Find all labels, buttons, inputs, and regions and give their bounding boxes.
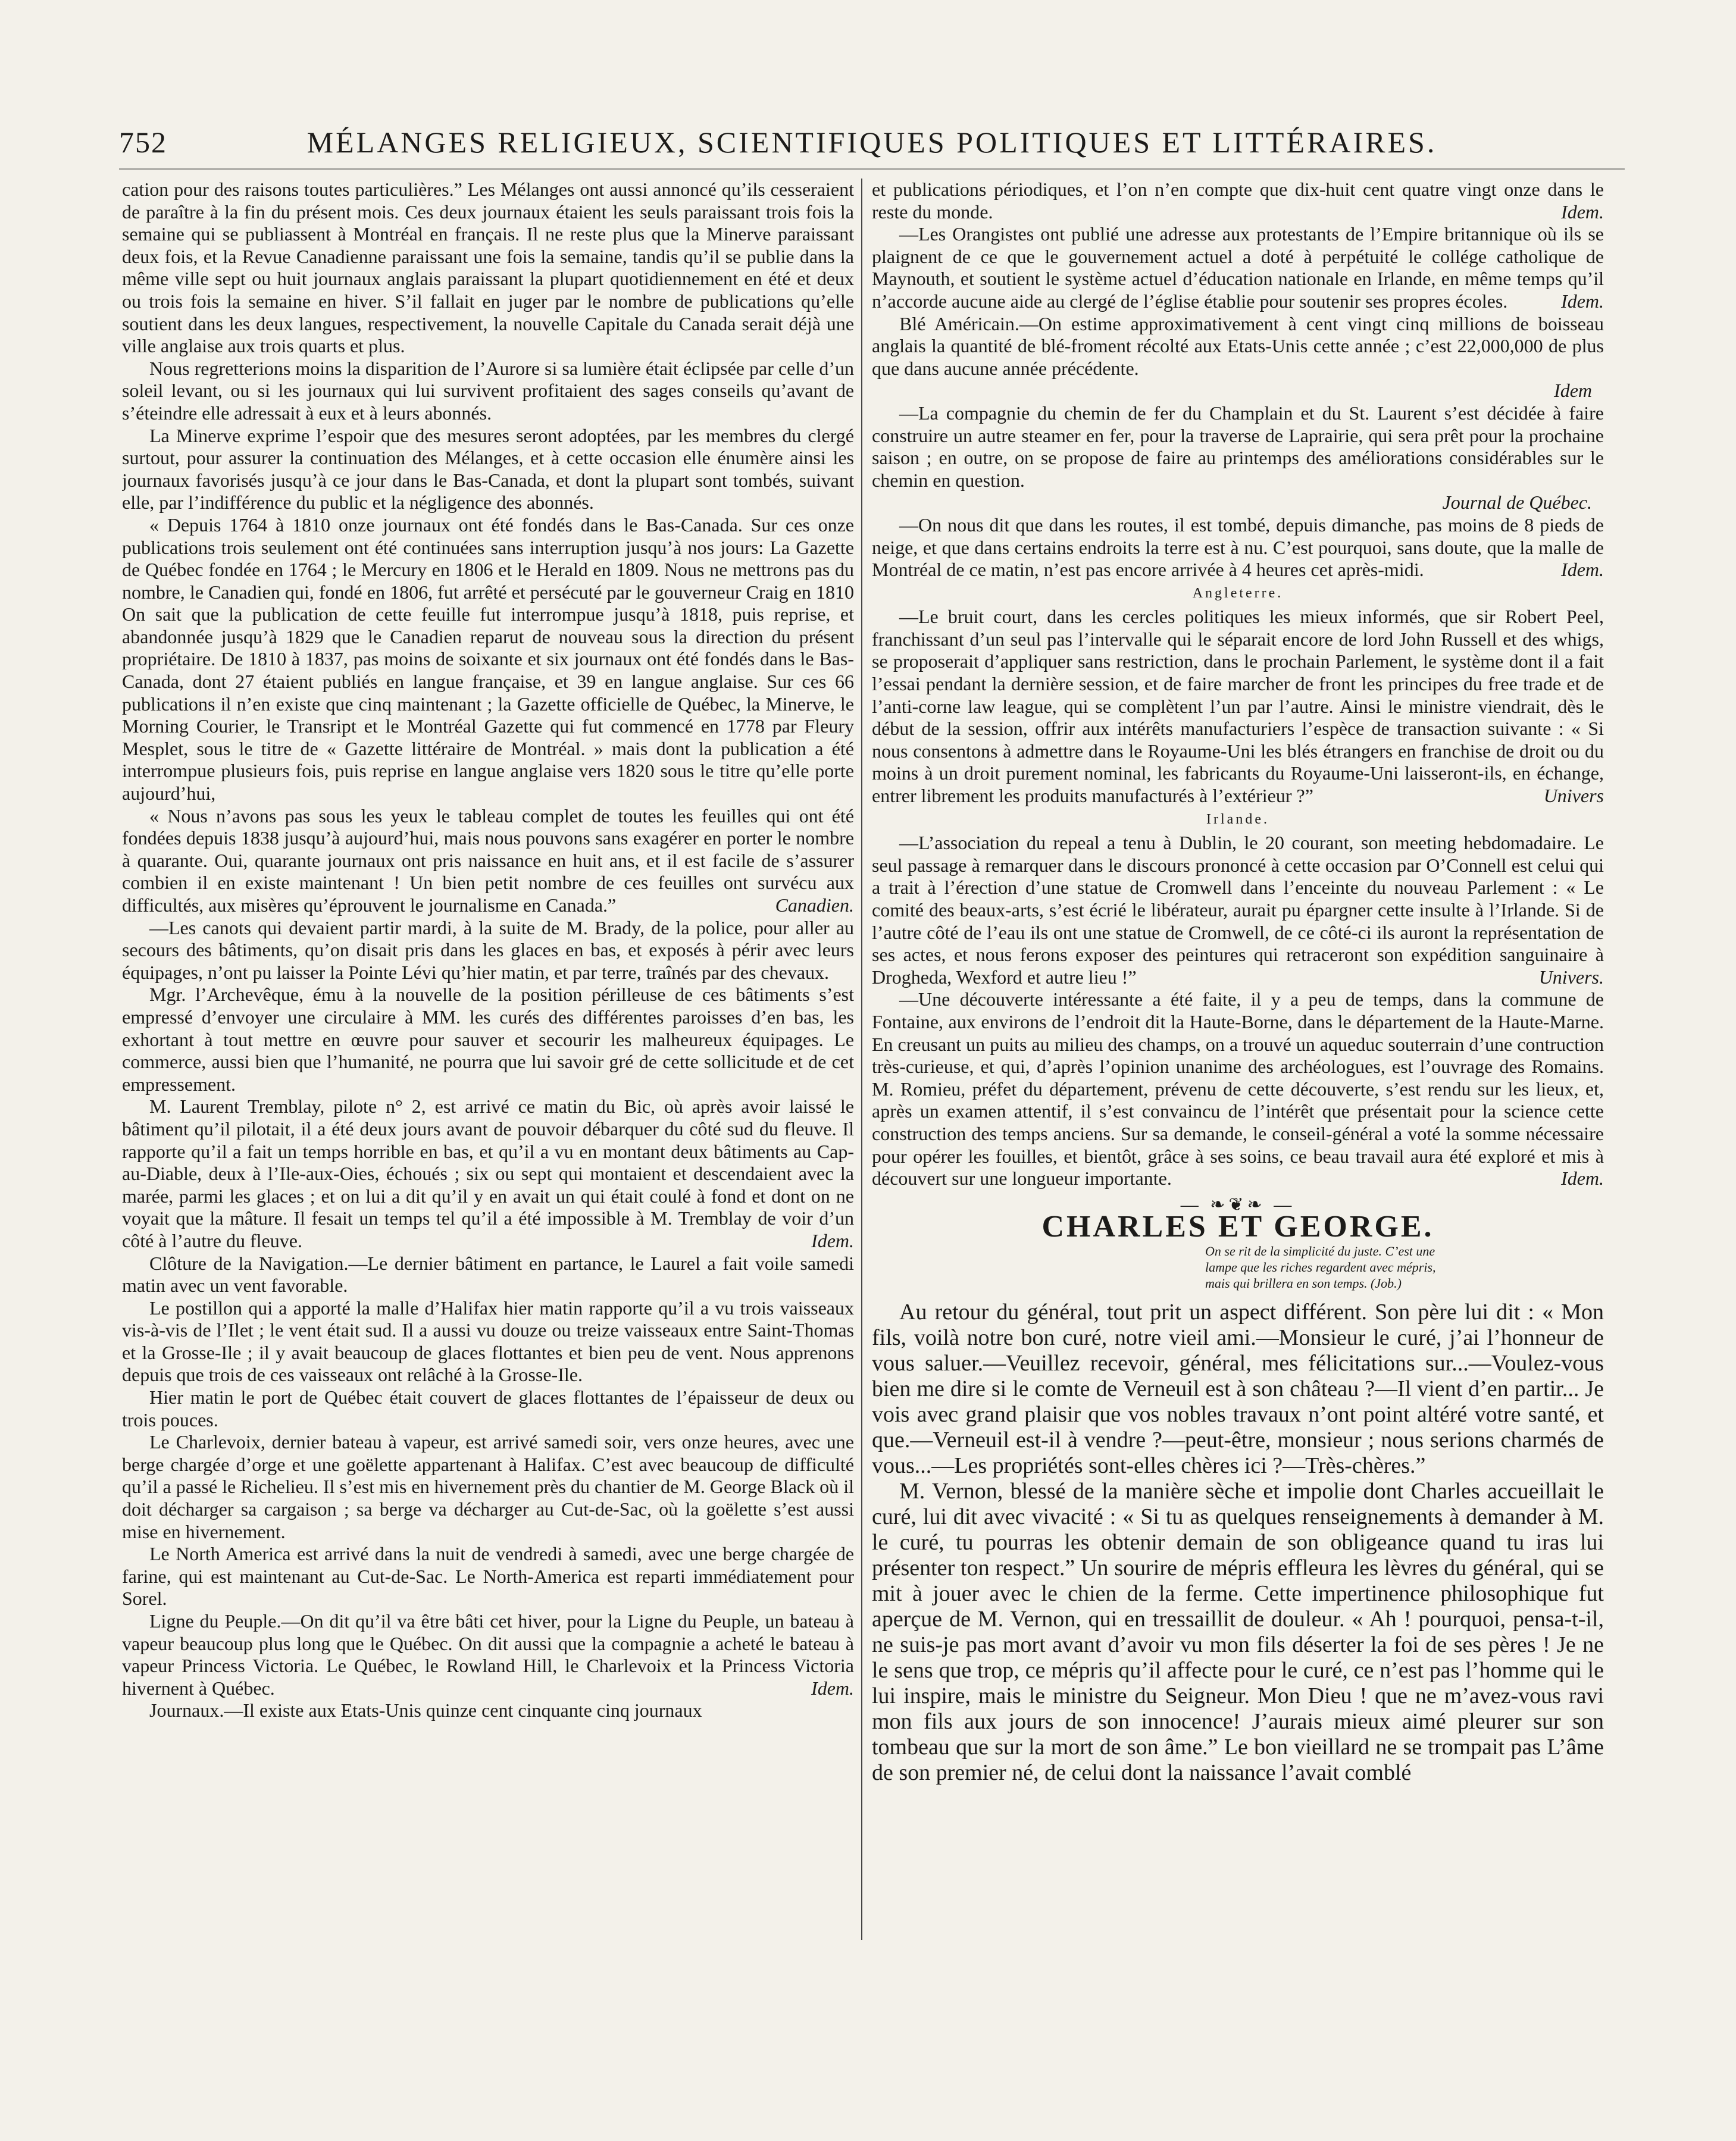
left-column xyxy=(122,179,854,1976)
article-paragraph: Ligne du Peuple.—On dit qu’il va être bâti cet hiver, pour la Ligne du Peuple, un bateau à vapeur beaucoup plus long que le Québec. On dit aussi que la compagnie a acheté le bateau à vapeur Princess Victoria. Le Québec, le Rowland Hill, le Charlevoix et la Princess Victoria hivernent à Québec. Idem. xyxy=(122,1610,854,1699)
source-credit: Idem. xyxy=(1561,201,1604,223)
article-paragraph: —Les Orangistes ont publié une adresse aux protestants de l’Empire britannique où ils se plaignent de ce que le gouvernement actuel a doté à perpétuité le collége catholique de Maynouth, et soutient le système actuel d’éducation nationale en Irlande, en même temps qu’il n’accorde aucune aide au clergé de l’église établie pour soutenir ses propres écoles. Idem. xyxy=(872,223,1604,312)
article-paragraph: Le North America est arrivé dans la nuit de vendredi à samedi, avec une berge chargée de farine, qui est maintenant au Cut-de-Sac. Le North-America est reparti immédiatement pour Sorel. xyxy=(122,1543,854,1610)
epigraph xyxy=(1205,1243,1604,1291)
page-header xyxy=(119,125,1625,167)
epigraph-line: On se rit de la simplicité du juste. C’est une xyxy=(1205,1243,1435,1259)
ornament-divider: — ❧❦❧ — xyxy=(1180,1194,1296,1215)
article-paragraph: Hier matin le port de Québec était couvert de glaces flottantes de l’épaisseur de deux ou trois pouces. xyxy=(122,1386,854,1431)
article-paragraph: —Une découverte intéressante a été faite, il y a peu de temps, dans la commune de Fontaine, aux environs de l’endroit dit la Haute-Borne, dans le département de la Haute-Marne. En creusant un puits au milieu des champs, on a trouvé un aqueduc souterrain d’une contruction très-curieuse, et qui, d’après l’opinion unanime des archéologues, est l’ouvrage des Romains. M. Romieu, préfet du département, prévenu de cette découverte, s’est rendu sur les lieux, et, après un examen attentif, il s’est convaincu de l’intérêt que présentait pour la science cette construction des temps anciens. Sur sa demande, le conseil-général a voté la somme nécessaire pour opérer les fouilles, et bientôt, grâce à ses soins, ce beau travail aura été exploré et mis à découvert sur une longueur importante. Idem. xyxy=(872,988,1604,1190)
article-paragraph: —La compagnie du chemin de fer du Champlain et du St. Laurent s’est décidée à faire construire un autre steamer en fer, pour la traverse de Laprairie, qui sera prêt pour la prochaine saison ; en outre, on se propose de faire au printemps des améliorations considérables sur le chemin en question. Journal de Québec. xyxy=(872,402,1604,514)
source-credit: Journal de Québec. xyxy=(1442,492,1592,514)
article-paragraph: Journaux.—Il existe aux Etats-Unis quinze cent cinquante cinq journaux xyxy=(149,1699,702,1721)
article-paragraph: Blé Américain.—On estime approximativement à cent vingt cinq millions de boisseau anglais la quantité de blé-froment récolté aux Etats-Unis cette année ; c’est 22,000,000 de plus que dans aucune année précédente. Idem xyxy=(872,312,1604,402)
article-paragraph: Le Charlevoix, dernier bateau à vapeur, est arrivé samedi soir, vers onze heures, avec une berge chargée d’orge et une goëlette appartenant à Halifax. C’est avec beaucoup de difficulté qu’il a passé le Richelieu. Il s’est mis en hivernement près du chantier de M. George Black où il doit décharger sa cargaison ; sa berge va décharger au Cut-de-Sac, où la goëlette s’est aussi mise en hivernement. xyxy=(122,1431,854,1542)
article-paragraph: —Le bruit court, dans les cercles politiques les mieux informés, que sir Robert Peel, franchissant d’un seul pas l’intervalle qui le séparait encore de lord John Russell et des whigs, se proposerait d’appliquer sans restriction, dans le prochain Parlement, le système dont il a fait l’essai pendant la dernière session, et de faire marcher de front les principes du free trade et de l’anti-corne law league, qui se complètent l’un par l’autre. Ainsi le ministre viendrait, dès le début de la session, offrir aux intérêts manufacturiers l’espèce de transaction suivante : « Si nous consentons à admettre dans le Royaume-Uni les blés étrangers en franchise de droit ou du moins à un droit purement nominal, les fabricants du Royaume-Uni laisseront-ils, en échange, entrer librement les produits manufacturés à l’extérieur ?” Univers xyxy=(872,606,1604,807)
story-body xyxy=(872,1300,1604,1786)
article-paragraph: et publications périodiques, et l’on n’en compte que dix-huit cent quatre vingt onze dans le reste du monde. Idem. xyxy=(872,179,1604,223)
article-paragraph: —L’association du repeal a tenu à Dublin, le 20 courant, son meeting hebdomadaire. Le seul passage à remarquer dans le discours prononcé à cette occasion par O’Connell est celui qui a trait à l’érection d’une statue de Cromwell dans l’enceinte du nouveau Parlement : « Le comité des beaux-arts, s’est écrié le libérateur, aurait pu épargner cette insulte à l’Irlande. Si de l’autre côté de l’eau ils ont une statue de Cromwell, de ce côté-ci ils auront la représentation de ses actes, et nous ferons exposer des peintures qui retraceront son expédition sanguinaire à Drogheda, Wexford et autre lieu !” Univers. xyxy=(872,832,1604,988)
article-paragraph: « Depuis 1764 à 1810 onze journaux ont été fondés dans le Bas-Canada. Sur ces onze publications trois seulement ont été continuées sans interruption jusqu’à nos jours: La Gazette de Québec fondée en 1764 ; le Mercury en 1806 et le Herald en 1809. Nous ne mettrons pas du nombre, le Canadien qui, fondé en 1806, fut arrêté et persécuté par le gouverneur Craig en 1810 On sait que la publication de cette feuille fut interrompue jusqu’à 1818, puis reprise, et abandonnée jusqu’à 1829 que le Canadien reparut de nouveau sous la direction du présent propriétaire. De 1810 à 1837, pas moins de soixante et six journaux ont été fondés dans le Bas-Canada, dont 27 étaient publiés en langue française, et 39 en langue anglaise. Sur ces 66 publications il n’en existe que cinq maintenant ; la Gazette officielle de Québec, la Minerve, le Morning Courier, le Transript et le Montréal Gazette qui fut commencé en 1778 par Fleury Mesplet, sous le titre de « Gazette littéraire de Montréal. » mais dont la publication a été interrompue plusieurs fois, puis reprise en langue anglaise vers 1820 sous le titre qu’elle porte aujourd’hui, xyxy=(122,514,854,805)
article-paragraph: M. Laurent Tremblay, pilote n° 2, est arrivé ce matin du Bic, où après avoir laissé le bâtiment qu’il pilotait, il a été deux jours avant de pouvoir débarquer du côté sud du fleuve. Il rapporte qu’il a fait un temps horrible en bas, et qu’il a vu en montant deux bâtiments au Cap-au-Diable, deux à l’Ile-aux-Oies, échoués ; six ou sept qui montaient et descendaient avec la marée, parmi les glaces ; et on lui a dit qu’il y en avait un qui était coulé à fond et dont on ne voyait que la mâture. Il fesait un temps tel qu’il a été impossible à M. Tremblay de voir d’un côté à l’autre du fleuve. Idem. xyxy=(122,1095,854,1251)
article-paragraph: cation pour des raisons toutes particulières.” Les Mélanges ont aussi annoncé qu’ils cesseraient de paraître à la fin du présent mois. Ces deux journaux étaient les seuls paraissant trois fois la semaine qui se publiassent à Montréal en français. Il ne reste plus que la Minerve paraissant deux fois, et la Revue Canadienne paraissant une fois la semaine, tandis qu’il se publie dans la même ville sept ou huit journaux anglais paraissant la plupart quotidiennement en été et deux ou trois fois la semaine en hiver. S’il fallait en juger par le nombre de publications qu’elle soutient dans les deux langues, respectivement, la nouvelle Capitale du Canada serait déjà une ville anglaise aux trois quarts et plus. xyxy=(122,179,854,357)
article-paragraph: Nous regretterions moins la disparition de l’Aurore si sa lumière était éclipsée par celle d’un soleil levant, ou si les journaux qui lui survivent profitaient des sages conseils qu’avant de s’éteindre elle adressait à eux et à leurs abonnés. xyxy=(122,357,854,424)
source-credit: Univers xyxy=(1543,785,1604,807)
source-credit: Univers. xyxy=(1538,966,1604,988)
source-credit: Idem. xyxy=(1561,290,1604,312)
story-paragraph: M. Vernon, blessé de la manière sèche et impolie dont Charles accueillait le curé, lui dit avec vivacité : « Si tu as quelques renseignements à demander à M. le curé, tu pourras les obtenir demain de son obligeance quand tu iras lui présenter ton respect.” Un sourire de mépris effleura les lèvres du général, qui se mit à jouer avec le chien de la ferme. Cette impertinence philosophique fut aperçue de M. Vernon, qui en tressaillit de douleur. « Ah ! pourquoi, pensa-t-il, ne suis-je pas mort avant d’avoir vu mon fils déserter la foi de ses pères ! Je ne le sens que trop, ce mépris qu’il affecte pour le curé, ce n’est pas l’homme qui le lui inspire, mais le ministre du Seigneur. Mon Dieu ! que ne m’avez-vous ravi mon fils aux jours de son innocence! J’aurais mieux aimé pleurer sur son tombeau que sur la mort de son âme.” Le bon vieillard ne se trompait pas L’âme de son premier né, de celui dont la naissance l’avait comblé xyxy=(872,1478,1604,1785)
article-paragraph: Mgr. l’Archevêque, ému à la nouvelle de la position périlleuse de ces bâtiments s’est empressé d’envoyer une circulaire à MM. les curés des différentes paroisses d’en bas, les exhortant à tout mettre en œuvre pour sauver et secourir les malheureux équipages. Le commerce, aussi bien que l’humanité, ne pourra que lui savoir gré de cette sollicitude et de cet empressement. xyxy=(122,984,854,1095)
section-heading-irlande: Irlande. xyxy=(1206,811,1269,827)
epigraph-line: mais qui brillera en son temps. (Job.) xyxy=(1205,1275,1402,1291)
article-paragraph: Clôture de la Navigation.—Le dernier bâtiment en partance, le Laurel a fait voile samedi matin avec un vent favorable. xyxy=(122,1252,854,1297)
story-title: CHARLES ET GEORGE. xyxy=(1041,1210,1434,1244)
article-paragraph: —On nous dit que dans les routes, il est tombé, depuis dimanche, pas moins de 8 pieds de neige, et que dans certains endroits la terre est à nu. C’est pourquoi, sans doute, que la malle de Montréal de ce matin, n’est pas encore arrivée à 4 heures cet après-midi. Idem. xyxy=(872,514,1604,581)
source-credit: Idem. xyxy=(811,1229,854,1251)
source-credit: Idem. xyxy=(811,1677,854,1699)
article-paragraph: Le postillon qui a apporté la malle d’Halifax hier matin rapporte qu’il a vu trois vaisseaux vis-à-vis de l’Ilet ; le vent était sud. Il a aussi vu douze ou treize vaisseaux entre Saint-Thomas et la Grosse-Ile ; il y avait beaucoup de glaces flottantes et bien peu de vent. Nous apprenons depuis que trois de ces vaisseaux ont relâché à la Grosse-Ile. xyxy=(122,1297,854,1386)
article-paragraph: —Les canots qui devaient partir mardi, à la suite de M. Brady, de la police, pour aller au secours des bâtiments, qu’on disait pris dans les glaces en bas, et exposés à périr avec leurs équipages, n’ont pu laisser la Pointe Lévi qu’hier matin, et par terre, traînés par des chevaux. xyxy=(122,916,854,983)
page-number: 752 xyxy=(119,126,167,159)
article-paragraph: La Minerve exprime l’espoir que des mesures seront adoptées, par les membres du clergé surtout, pour assurer la continuation des Mélanges, et à cette occasion elle énumère ainsi les journaux favorisés jusqu’à ce jour dans le Bas-Canada, et dont la plupart sont tombés, suivant elle, par l’indifférence du public et la négligence des abonnés. xyxy=(122,424,854,514)
source-credit: Canadien. xyxy=(775,894,854,916)
source-credit: Idem. xyxy=(1561,1167,1604,1190)
epigraph-line: lampe que les riches regardent avec mépris, xyxy=(1205,1259,1436,1275)
story-paragraph: Au retour du général, tout prit un aspect différent. Son père lui dit : « Mon fils, voilà notre bon curé, notre vieil ami.—Monsieur le curé, j’ai l’honneur de vous saluer.—Veuillez recevoir, général, mes félicitations sur...—Voulez-vous bien me dire si le comte de Verneuil est à son château ?—Il vient d’en partir... Je vois avec grand plaisir que vos nobles travaux n’ont point altéré votre santé, et que.—Verneuil est-il à vendre ?—peut-être, monsieur ; nous serions charmés de vous...—Les propriétés sont-elles chères ici ?—Très-chères.” xyxy=(872,1299,1604,1478)
source-credit: Idem. xyxy=(1561,559,1604,581)
column-rule xyxy=(861,179,862,1940)
section-heading-angleterre: Angleterre. xyxy=(1192,585,1284,601)
article-paragraph: « Nous n’avons pas sous les yeux le tableau complet de toutes les feuilles qui ont été fondées depuis 1838 jusqu’à aujourd’hui, mais nous pouvons sans exagérer en porter le nombre à quarante. Oui, quarante journaux ont pris naissance en huit ans, et il est facile de s’assurer combien il en existe maintenant ! Un bien petit nombre de ces feuilles ont survécu aux difficultés, aux misères qu’éprouvent le journalisme en Canada.” Canadien. xyxy=(122,805,854,916)
header-rule xyxy=(119,168,1625,170)
running-title: MÉLANGES RELIGIEUX, SCIENTIFIQUES POLITIQUES ET LITTÉRAIRES. xyxy=(306,126,1437,159)
source-credit: Idem xyxy=(1554,380,1592,402)
right-column xyxy=(872,179,1604,1976)
